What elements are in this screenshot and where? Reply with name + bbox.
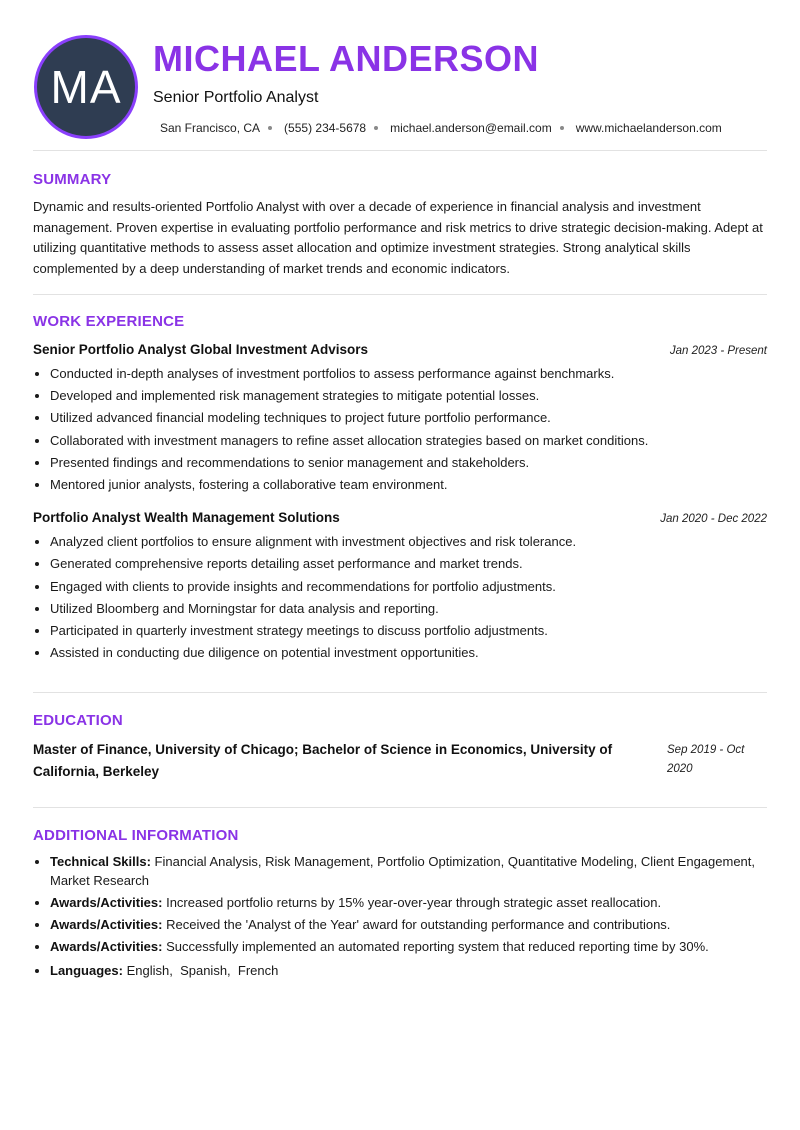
list-item: • Analyzed client portfolios to ensure alignment with investment objectives and risk tolerance. [50,531,767,553]
job-entry [33,510,767,664]
job-bullets [33,531,767,664]
education-entry [33,739,767,783]
separator-dot-icon [374,126,378,130]
item-text: English, Spanish, French [126,963,279,979]
item-text: Financial Analysis, Risk Management, Portfolio Optimization, Quantitative Modeling, Client Engagement, Market Research [50,854,756,889]
section-title-additional-information: ADDITIONAL INFORMATION [33,827,239,845]
separator-dot-icon [268,126,272,130]
job-header [33,510,767,525]
list-item: • Engaged with clients to provide insights and recommendations for portfolio adjustments. [50,576,767,598]
list-item [50,961,767,980]
item-label: Languages: [50,963,123,979]
list-item: • Presented findings and recommendations to senior management and stakeholders. [50,452,767,474]
additional-information-section [33,808,767,980]
list-item: • Mentored junior analysts, fostering a collaborative team environment. [50,474,767,496]
separator-dot-icon [560,126,564,130]
list-item [50,937,767,956]
contact-line [160,121,722,135]
candidate-role: Senior Portfolio Analyst [153,89,319,106]
summary-section [33,151,767,295]
contact-website[interactable]: www.michaelanderson.com [575,121,722,135]
item-text: Received the 'Analyst of the Year' award for outstanding performance and contributions. [166,917,671,933]
list-item: • Utilized Bloomberg and Morningstar for data analysis and reporting. [50,598,767,620]
section-title-education: EDUCATION [33,712,123,730]
item-label: Awards/Activities: [50,895,163,911]
job-date: Jan 2023 - Present [669,345,767,357]
job-header [33,342,767,357]
contact-email[interactable]: michael.anderson@email.com [390,121,552,135]
education-degree: Master of Finance, University of Chicago; Bachelor of Science in Economics, University of California, Berkeley [33,742,613,780]
list-item: • Conducted in-depth analyses of investment portfolios to assess performance against benchmarks. [50,363,767,385]
item-label: Technical Skills: [50,854,151,870]
job-bullets [33,363,767,496]
work-experience-section [33,295,767,693]
list-item: • Developed and implemented risk management strategies to mitigate potential losses. [50,385,767,407]
contact-location: San Francisco, CA [160,121,261,135]
item-text: Increased portfolio returns by 15% year-over-year through strategic asset reallocation. [166,895,662,911]
list-item: • Assisted in conducting due diligence on potential investment opportunities. [50,642,767,664]
additional-list [33,852,767,980]
education-section [33,693,767,808]
list-item: • Participated in quarterly investment strategy meetings to discuss portfolio adjustments. [50,620,767,642]
item-label: Awards/Activities: [50,939,163,955]
item-text: Successfully implemented an automated reporting system that reduced reporting time by 30%. [166,939,709,955]
contact-phone: (555) 234-5678 [284,121,367,135]
avatar: MA [34,35,138,139]
list-item: • Utilized advanced financial modeling techniques to project future portfolio performance. [50,407,767,429]
item-label: Awards/Activities: [50,917,163,933]
job-title: Portfolio Analyst Wealth Management Solutions [33,510,340,526]
education-date: Sep 2019 - Oct 2020 [667,744,745,776]
resume-header [33,0,767,151]
summary-text: Dynamic and results-oriented Portfolio Analyst with over a decade of experience in financial analysis and investment management. Proven expertise in evaluating portfolio performance and risk metrics to drive strategic decision-making. Adept at utilizing quantitative methods to assess asset allocation and optimize investment strategies. Strong analytical skills complemented by a deep understanding of market trends and economic indicators. [33,199,763,276]
list-item: • Generated comprehensive reports detailing asset performance and market trends. [50,553,767,575]
section-title-work-experience: WORK EXPERIENCE [33,313,185,330]
list-item [50,915,767,934]
job-title: Senior Portfolio Analyst Global Investment Advisors [33,342,369,357]
candidate-name: MICHAEL ANDERSON [153,38,540,79]
list-item [50,893,767,912]
section-title-summary: SUMMARY [33,171,112,188]
job-date: Jan 2020 - Dec 2022 [660,513,767,526]
list-item [50,852,767,890]
list-item: • Collaborated with investment managers to refine asset allocation strategies based on market conditions. [50,430,767,452]
job-entry [33,342,767,496]
